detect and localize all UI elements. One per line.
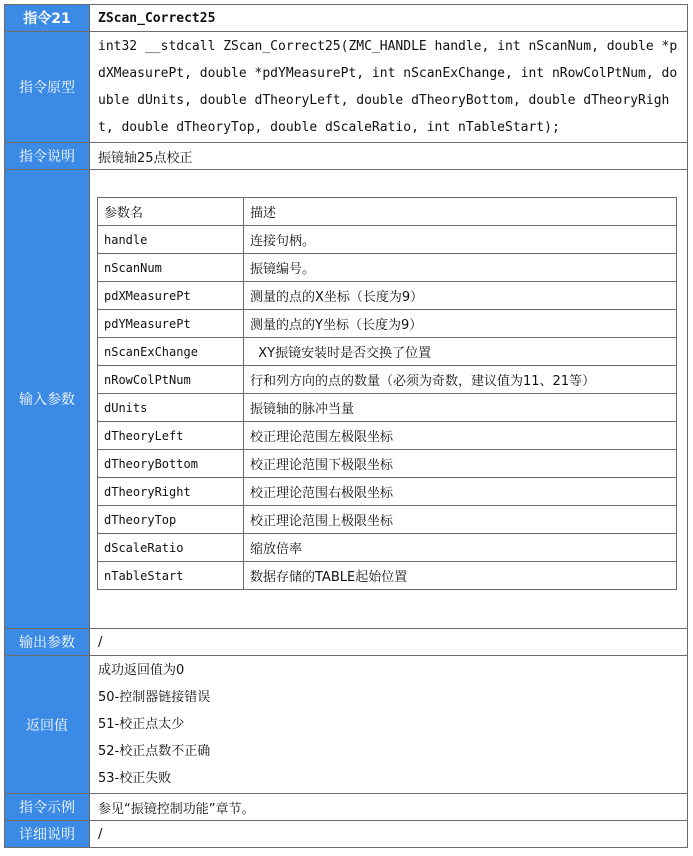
param-desc: 数据存储的TABLE起始位置 xyxy=(244,562,677,590)
param-name: nScanNum xyxy=(98,254,244,282)
details-label: 详细说明 xyxy=(5,821,90,848)
param-row xyxy=(98,422,677,450)
header-row xyxy=(5,5,688,32)
return-value-row xyxy=(5,656,688,794)
return-value-line: 51-校正点太少 xyxy=(98,717,185,732)
api-doc-table-wrapper xyxy=(4,4,688,848)
param-desc: 校正理论范围上极限坐标 xyxy=(244,506,677,534)
param-desc: 校正理论范围左极限坐标 xyxy=(244,422,677,450)
param-name: dTheoryBottom xyxy=(98,450,244,478)
return-value-line: 52-校正点数不正确 xyxy=(98,744,211,759)
param-desc: 校正理论范围右极限坐标 xyxy=(244,478,677,506)
param-desc: 校正理论范围下极限坐标 xyxy=(244,450,677,478)
param-row xyxy=(98,478,677,506)
params-header-row xyxy=(98,198,677,226)
example-text: 参见“振镜控制功能”章节。 xyxy=(90,794,688,821)
param-row xyxy=(98,366,677,394)
param-row xyxy=(98,450,677,478)
param-name: dTheoryTop xyxy=(98,506,244,534)
prototype-text: int32 __stdcall ZScan_Correct25(ZMC_HANDLE handle, int nScanNum, double *pdXMeasurePt, double *pdYMeasurePt, int nScanExChange, int nRowColPtNum, double dUnits, double dTheoryLeft, double dTheoryBottom, double dTheoryRight, double dTheoryTop, double dScaleRatio, int nTableStart); xyxy=(90,32,688,143)
return-value-line: 53-校正失败 xyxy=(98,771,172,786)
command-number-label: 指令21 xyxy=(5,5,90,32)
output-params-text: / xyxy=(90,629,688,656)
param-row xyxy=(98,394,677,422)
param-name: pdXMeasurePt xyxy=(98,282,244,310)
param-name: dScaleRatio xyxy=(98,534,244,562)
param-row xyxy=(98,506,677,534)
example-label: 指令示例 xyxy=(5,794,90,821)
param-name: nScanExChange xyxy=(98,338,244,366)
prototype-row xyxy=(5,32,688,143)
output-params-label: 输出参数 xyxy=(5,629,90,656)
input-params-row xyxy=(5,170,688,629)
param-name: nTableStart xyxy=(98,562,244,590)
param-desc: 振镜编号。 xyxy=(244,254,677,282)
param-desc: 行和列方向的点的数量（必须为奇数，建议值为11、21等） xyxy=(244,366,677,394)
return-value-cell xyxy=(90,656,688,794)
command-name: ZScan_Correct25 xyxy=(90,5,688,32)
param-row xyxy=(98,226,677,254)
input-params-label: 输入参数 xyxy=(5,170,90,629)
param-name: handle xyxy=(98,226,244,254)
return-value-line: 成功返回值为0 xyxy=(98,663,185,678)
details-row xyxy=(5,821,688,848)
param-row xyxy=(98,282,677,310)
return-value-label: 返回值 xyxy=(5,656,90,794)
param-row xyxy=(98,254,677,282)
param-desc: 测量的点的Y坐标（长度为9） xyxy=(244,310,677,338)
params-header-desc: 描述 xyxy=(244,198,677,226)
param-row xyxy=(98,338,677,366)
api-doc-table xyxy=(4,4,688,848)
param-desc: 振镜轴的脉冲当量 xyxy=(244,394,677,422)
param-desc: 测量的点的X坐标（长度为9） xyxy=(244,282,677,310)
param-name: nRowColPtNum xyxy=(98,366,244,394)
param-name: dUnits xyxy=(98,394,244,422)
output-params-row xyxy=(5,629,688,656)
params-header-name: 参数名 xyxy=(98,198,244,226)
param-name: dTheoryLeft xyxy=(98,422,244,450)
param-row xyxy=(98,310,677,338)
return-value-line: 50-控制器链接错误 xyxy=(98,690,211,705)
description-text: 振镜轴25点校正 xyxy=(90,143,688,170)
param-desc: 连接句柄。 xyxy=(244,226,677,254)
details-text: / xyxy=(90,821,688,848)
example-row xyxy=(5,794,688,821)
param-name: dTheoryRight xyxy=(98,478,244,506)
prototype-label: 指令原型 xyxy=(5,32,90,143)
param-desc: 缩放倍率 xyxy=(244,534,677,562)
param-desc: XY振镜安装时是否交换了位置 xyxy=(244,338,677,366)
param-row xyxy=(98,562,677,590)
description-label: 指令说明 xyxy=(5,143,90,170)
params-table xyxy=(97,197,677,590)
param-name: pdYMeasurePt xyxy=(98,310,244,338)
description-row xyxy=(5,143,688,170)
input-params-cell xyxy=(90,170,688,629)
param-row xyxy=(98,534,677,562)
